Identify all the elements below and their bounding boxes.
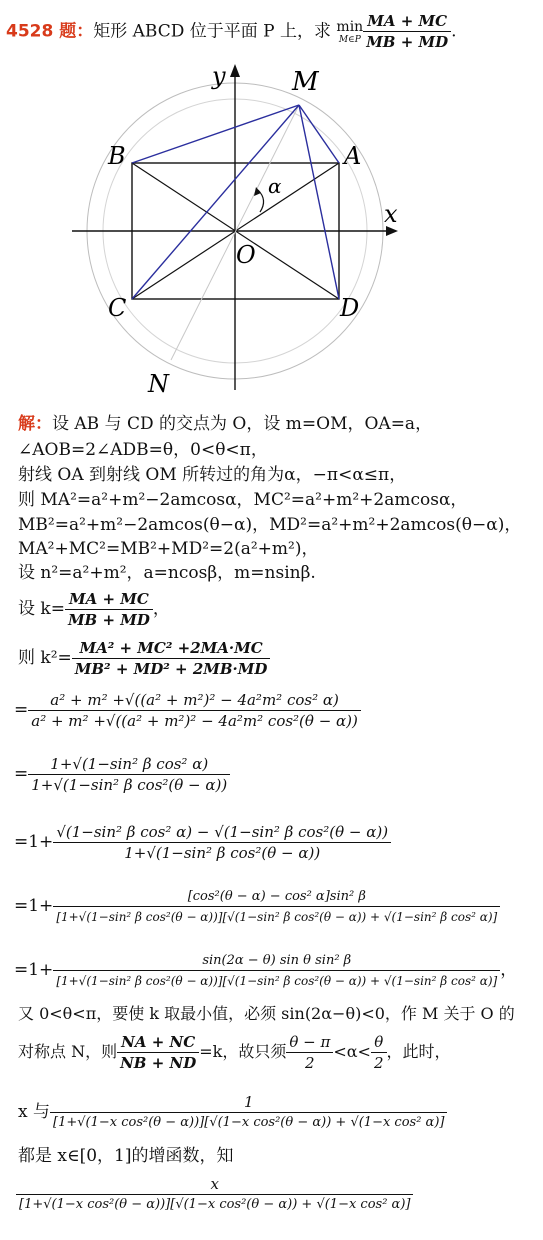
- l19-denominator: [1+√(1−x cos²(θ − α))][√(1−x cos²(θ − α)) + √(1−x cos² α)]: [16, 1194, 413, 1215]
- geometry-figure: [0, 50, 543, 450]
- l16-suffix: ，此时，: [386, 1042, 451, 1061]
- statement-text: 矩形 ABCD 位于平面 P 上，求: [93, 21, 332, 42]
- eq1-fraction: [28, 691, 361, 731]
- l17-denominator: [1+√(1−x cos²(θ − α))][√(1−x cos²(θ − α)) + √(1−x cos² α)]: [50, 1112, 447, 1133]
- l17-fraction: [50, 1093, 447, 1133]
- solution-label: 解：: [18, 414, 52, 434]
- label-m: M: [292, 67, 319, 97]
- solution-line-15: 又 0<θ<π，要使 k 取最小值，必须 sin(2α−θ)<0，作 M 关于 O 的: [18, 1004, 515, 1023]
- k-squared: [18, 636, 270, 680]
- eq2-fraction: [28, 755, 230, 795]
- solution-line-2: ∠AOB=2∠ADB=θ，0<θ<π，: [18, 440, 268, 460]
- problem-number: 4528 题：: [6, 21, 94, 42]
- l17-prefix: x 与: [18, 1102, 50, 1122]
- equation-line-2: [14, 752, 230, 796]
- eq4-fraction: [53, 887, 500, 927]
- lower-bound-fraction: [286, 1033, 333, 1073]
- eq4-prefix: =1+: [14, 896, 54, 916]
- upper-bound-denominator: 2: [371, 1052, 387, 1073]
- solution-line-3: 射线 OA 到射线 OM 所转过的角为α，−π<α≤π，: [18, 465, 407, 485]
- min-label: min: [336, 19, 364, 35]
- eq5-suffix: ，: [500, 960, 518, 980]
- l16-middle: =k，故只须: [199, 1042, 287, 1061]
- k2-denominator: MB² + MD² + 2MB·MD: [72, 658, 271, 679]
- n-fraction: [117, 1033, 199, 1073]
- eq2-prefix: =: [14, 764, 29, 784]
- equation-line-4: [14, 884, 500, 928]
- statement-end: .: [451, 21, 457, 42]
- solution-text-1: 设 AB 与 CD 的交点为 O，设 m=OM，OA=a，: [52, 414, 433, 434]
- objective-fraction: [363, 12, 451, 52]
- n-denominator: NB + ND: [117, 1052, 199, 1073]
- define-k-suffix: ，: [152, 599, 170, 619]
- label-alpha: α: [268, 174, 282, 198]
- label-y: y: [212, 62, 226, 90]
- equation-line-1: [14, 688, 361, 732]
- solution-line-18: 都是 x∈[0，1]的增函数，知: [18, 1146, 234, 1166]
- l19-fraction: [16, 1175, 413, 1215]
- y-axis-arrow: [230, 64, 240, 77]
- eq5-denominator: [1+√(1−sin² β cos²(θ − α))][√(1−sin² β cos²(θ − α)) + √(1−sin² β cos² α)]: [53, 970, 500, 991]
- problem-statement: [6, 12, 457, 52]
- objective-denominator: MB + MD: [363, 31, 451, 52]
- label-x: x: [384, 200, 398, 228]
- objective-numerator: MA + MC: [367, 12, 448, 30]
- l16-prefix: 对称点 N，则: [18, 1042, 118, 1061]
- k-numerator: MA + MC: [69, 589, 149, 608]
- eq5-prefix: =1+: [14, 960, 54, 980]
- solution-line-17: [18, 1090, 447, 1134]
- solution-line-5: MB²=a²+m²−2amcos(θ−α)，MD²=a²+m²+2amcos(θ−α)，: [18, 515, 522, 535]
- eq5-numerator: sin(2α − θ) sin θ sin² β: [202, 952, 352, 968]
- upper-bound-fraction: [371, 1033, 387, 1073]
- upper-bound-numerator: θ: [374, 1032, 384, 1051]
- k-fraction: [65, 590, 153, 630]
- k2-numerator: MA² + MC² +2MA·MC: [79, 638, 263, 657]
- k-denominator: MB + MD: [65, 609, 153, 630]
- eq3-denominator: 1+√(1−sin² β cos²(θ − α)): [53, 842, 391, 863]
- eq1-denominator: a² + m² +√((a² + m²)² − 4a²m² cos²(θ − α)): [28, 710, 361, 731]
- k2-fraction: [72, 639, 271, 679]
- solution-line-4: 则 MA²=a²+m²−2amcosα，MC²=a²+m²+2amcosα，: [18, 490, 468, 510]
- solution-line-6: MA²+MC²=MB²+MD²=2(a²+m²)，: [18, 539, 319, 559]
- label-d: D: [340, 294, 360, 322]
- n-numerator: NA + NC: [121, 1032, 196, 1051]
- k2-prefix: 则 k²=: [18, 648, 72, 668]
- label-n: N: [148, 370, 169, 398]
- label-o: O: [236, 241, 256, 269]
- l19-numerator: x: [210, 1174, 219, 1193]
- eq1-numerator: a² + m² +√((a² + m²)² − 4a²m² cos² α): [50, 690, 339, 709]
- eq3-prefix: =1+: [14, 832, 54, 852]
- eq4-numerator: [cos²(θ − α) − cos² α]sin² β: [187, 888, 366, 904]
- l16-middle-2: <α<: [333, 1042, 371, 1061]
- eq3-fraction: [53, 823, 391, 863]
- label-b: B: [108, 142, 126, 170]
- lower-bound-denominator: 2: [286, 1052, 333, 1073]
- min-operator: [336, 19, 363, 45]
- lower-bound-numerator: θ − π: [289, 1032, 331, 1051]
- label-a: A: [344, 142, 362, 170]
- equation-line-3: [14, 820, 391, 864]
- eq5-fraction: [53, 951, 500, 991]
- define-k-prefix: 设 k=: [18, 599, 65, 619]
- label-c: C: [108, 294, 127, 322]
- solution-line-16: [18, 1030, 451, 1074]
- min-subscript: M∈P: [338, 35, 361, 45]
- eq1-prefix: =: [14, 700, 29, 720]
- eq4-denominator: [1+√(1−sin² β cos²(θ − α))][√(1−sin² β cos²(θ − α)) + √(1−sin² β cos² α)]: [53, 906, 500, 927]
- solution-line-1: [18, 414, 432, 434]
- solution-line-19: [16, 1172, 413, 1216]
- equation-line-5: [14, 948, 517, 992]
- solution-line-7: 设 n²=a²+m²，a=ncosβ，m=nsinβ.: [18, 563, 316, 583]
- eq3-numerator: √(1−sin² β cos² α) − √(1−sin² β cos²(θ − α)): [56, 822, 389, 841]
- eq2-numerator: 1+√(1−sin² β cos² α): [50, 754, 209, 773]
- l17-numerator: 1: [243, 1092, 254, 1111]
- eq2-denominator: 1+√(1−sin² β cos²(θ − α)): [28, 774, 230, 795]
- define-k: [18, 587, 170, 631]
